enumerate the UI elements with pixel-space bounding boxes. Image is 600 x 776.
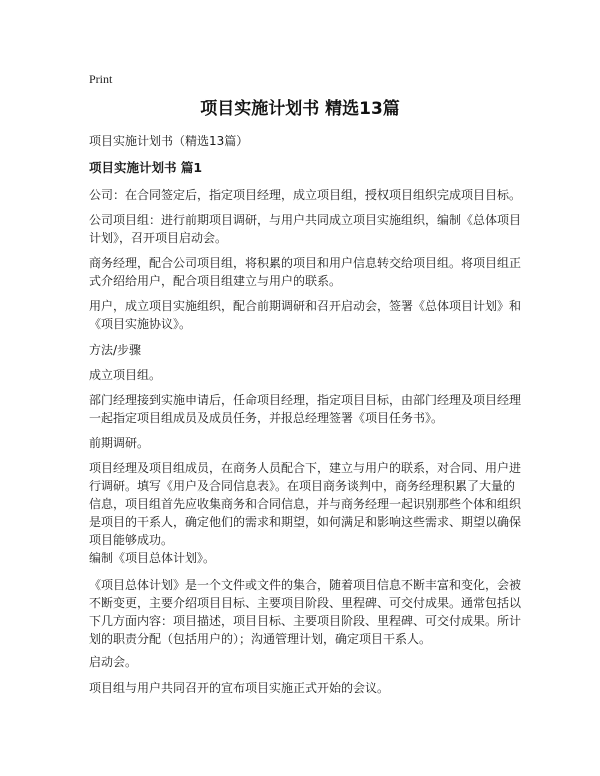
paragraph-business-manager: 商务经理，配合公司项目组，将积累的项目和用户信息转交给项目组。将项目组正式介绍给用户，配合项目组建立与用户的联系。 xyxy=(89,256,522,288)
document-subtitle: 项目实施计划书（精选13篇） xyxy=(89,134,249,148)
print-label: Print xyxy=(89,72,113,86)
paragraph-overall-plan: 《项目总体计划》是一个文件或文件的集合，随着项目信息不断丰富和变化，会被不断变更，主要介绍项目目标、主要项目阶段、里程碑、可交付成果。通常包括以下几方面内容：项目描述，项目目标、主要项目阶段、里程碑、可交付成果。所计划的职责分配（包括用户的）；沟通管理计划，确定项目干系人。 xyxy=(89,578,522,646)
section-heading: 项目实施计划书 篇1 xyxy=(89,160,203,175)
paragraph-user: 用户，成立项目实施组织，配合前期调研和召开启动会，签署《总体项目计划》和《项目实施协议》。 xyxy=(89,299,522,331)
paragraph-kickoff: 启动会。 xyxy=(89,655,138,669)
paragraph-kickoff-description: 项目组与用户共同召开的宣布项目实施正式开始的会议。 xyxy=(89,681,390,695)
document-title: 项目实施计划书 精选13篇 xyxy=(200,99,400,119)
paragraph-project-team: 公司项目组：进行前期项目调研，与用户共同成立项目实施组织，编制《总体项目计划》，召开项目启动会。 xyxy=(89,213,522,245)
paragraph-method-steps: 方法/步骤 xyxy=(89,343,142,357)
paragraph-compile-plan: 编制《项目总体计划》。 xyxy=(89,551,216,565)
paragraph-company: 公司：在合同签定后，指定项目经理，成立项目组，授权项目组织完成项目目标。 xyxy=(89,188,522,202)
paragraph-preliminary-research: 前期调研。 xyxy=(89,436,150,450)
paragraph-form-team: 成立项目组。 xyxy=(89,368,162,382)
paragraph-research-details: 项目经理及项目组成员，在商务人员配合下，建立与用户的联系，对合同、用户进行调研。填写《用户及合同信息表》。在项目商务谈判中，商务经理积累了大量的信息，项目组首先应收集商务和合同信息，并与商务经理一起识别那些个体和组织是项目的干系人，确定他们的需求和期望，如何满足和影响这些需求、期望以确保项目能够成功。 xyxy=(89,461,522,547)
paragraph-department-manager: 部门经理接到实施申请后，任命项目经理，指定项目目标，由部门经理及项目经理一起指定项目组成员及成员任务，并报总经理签署《项目任务书》。 xyxy=(89,393,522,425)
